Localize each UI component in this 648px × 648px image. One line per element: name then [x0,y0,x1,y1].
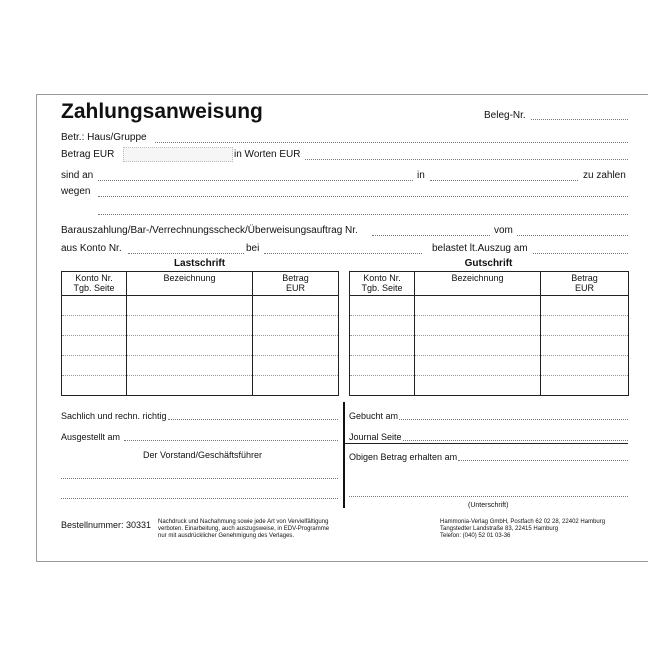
betrag-label: Betrag EUR [61,149,115,160]
table-row [62,336,339,356]
wegen-label: wegen [61,186,91,197]
bank-field[interactable] [264,253,422,254]
in-worten-field[interactable] [305,159,628,160]
payee-field[interactable] [98,180,413,181]
journal-field[interactable] [403,440,628,441]
zu-zahlen-label: zu zahlen [583,170,626,181]
sachlich-signature-field[interactable] [168,419,338,420]
payee-city-field[interactable] [430,180,578,181]
debit-date-field[interactable] [533,253,628,254]
reason-field-2[interactable] [98,214,628,215]
lastschrift-heading: Lastschrift [173,258,226,269]
konto-column-header: Konto Nr. Tgb. Seite [350,272,415,296]
table-row [62,316,339,336]
gutschrift-heading: Gutschrift [464,258,513,269]
bezeichnung-column-header: Bezeichnung [415,272,541,296]
lastschrift-table [61,271,339,396]
bestellnummer: Bestellnummer: 30331 [61,520,152,530]
obigen-betrag-label: Obigen Betrag erhalten am [349,452,458,462]
received-date-field[interactable] [458,460,628,461]
aus-konto-label: aus Konto Nr. [61,243,122,254]
in-label: in [417,170,425,181]
barauszahlung-label: Barauszahlung/Bar-/Verrechnungsscheck/Überweisungsauftrag Nr. [61,225,358,236]
ausgestellt-field[interactable] [124,440,338,441]
publisher-line-1: Hammonia-Verlag GmbH, Postfach 62 02 28, 22402 Hamburg [440,519,606,525]
section-divider [343,402,345,508]
betrag-column-header: Betrag EUR [253,272,339,296]
konto-column-header: Konto Nr. Tgb. Seite [62,272,127,296]
vorstand-signature-field-2[interactable] [61,498,338,499]
publisher-line-3: Telefon: (040) 52 01 03-36 [440,533,511,539]
copyright-line-3: nur mit ausdrücklicher Genehmigung des Verlages. [158,533,295,539]
table-row [350,296,629,316]
beleg-nr-field[interactable] [531,119,628,120]
publisher-line-2: Tangstedter Landstraße 83, 22415 Hamburg [440,526,559,532]
voucher-date-field[interactable] [517,235,628,236]
unterschrift-label: (Unterschrift) [468,502,509,509]
sind-an-label: sind an [61,170,94,181]
ausgestellt-label: Ausgestellt am [61,432,121,442]
gebucht-label: Gebucht am [349,411,399,421]
vom-label: vom [494,225,513,236]
right-divider [345,443,628,444]
betrag-column-header: Betrag EUR [541,272,629,296]
sachlich-label: Sachlich und rechn. richtig [61,411,167,421]
bezeichnung-column-header: Bezeichnung [127,272,253,296]
in-worten-label: in Worten EUR [234,149,301,160]
betr-field[interactable] [155,142,628,143]
table-row [350,336,629,356]
vorstand-signature-field-1[interactable] [61,478,338,479]
belastet-label: belastet lt.Auszug am [432,243,528,254]
voucher-number-field[interactable] [372,235,490,236]
copyright-line-2: verboten. Einarbeitung, auch auszugsweise, in EDV-Programme [158,526,330,532]
recipient-signature-field[interactable] [349,496,628,497]
table-row [350,356,629,376]
gutschrift-table [349,271,629,396]
betr-label: Betr.: Haus/Gruppe [61,132,147,143]
bei-label: bei [246,243,260,254]
table-row [350,376,629,396]
table-row [62,376,339,396]
copyright-line-1: Nachdruck und Nachahmung sowie jede Art von Vervielfältigung [158,519,329,525]
gebucht-field[interactable] [399,419,628,420]
journal-label: Journal Seite [349,432,402,442]
beleg-nr-label: Beleg-Nr. [484,110,526,121]
betrag-amount-field[interactable] [123,147,233,162]
vorstand-label: Der Vorstand/Geschäftsführer [143,450,263,460]
table-row [62,356,339,376]
reason-field-1[interactable] [98,196,628,197]
table-row [350,316,629,336]
form-title: Zahlungsanweisung [61,100,263,123]
table-row [62,296,339,316]
account-number-field[interactable] [128,253,244,254]
